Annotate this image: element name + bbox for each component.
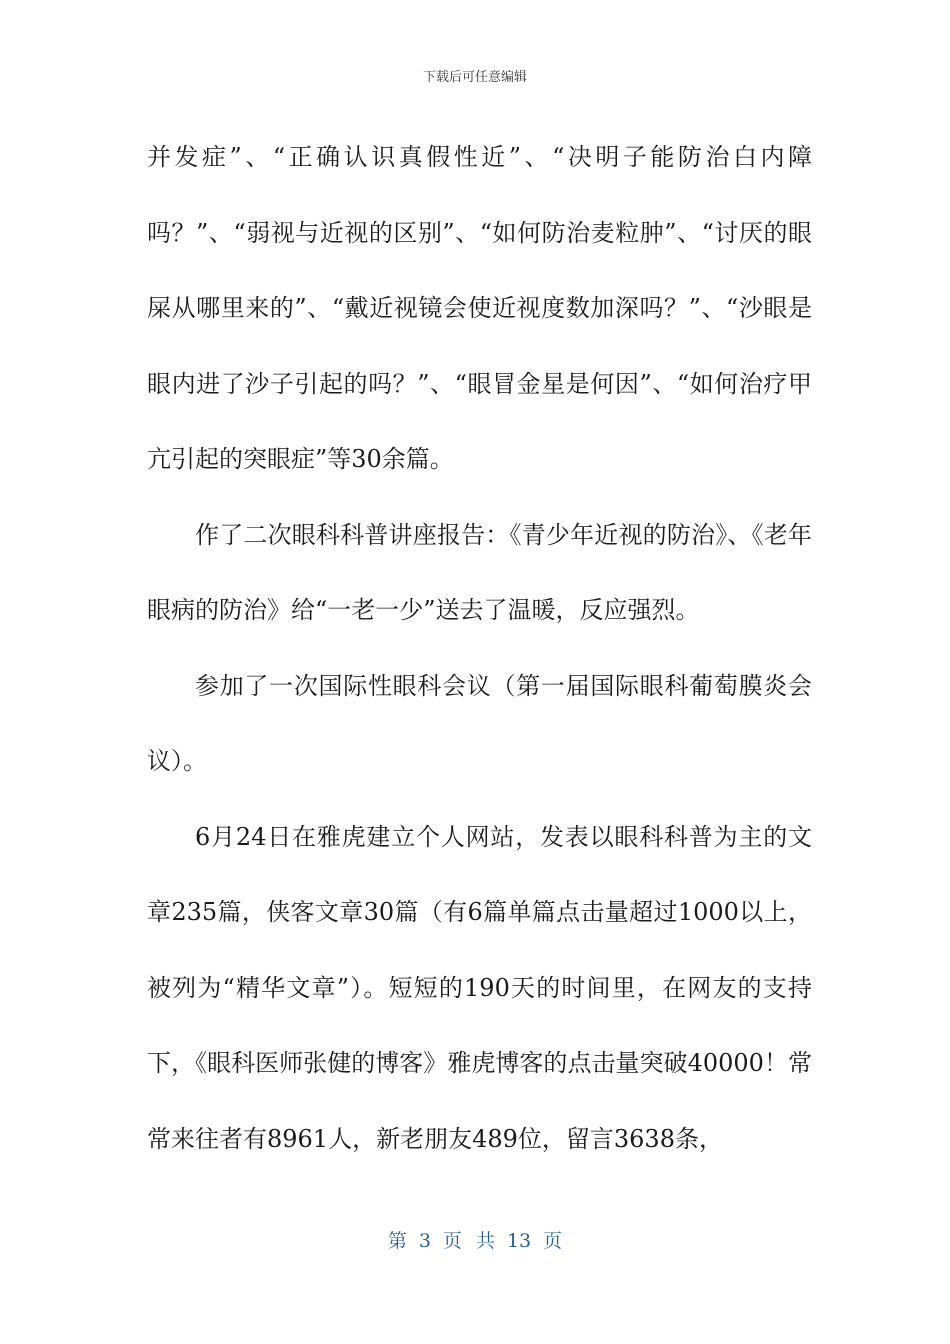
paragraph-1: 并发症”、“正确认识真假性近”、“决明子能防治白内障吗？”、“弱视与近视的区别”、“如何防治麦粒肿”、“讨厌的眼屎从哪里来的”、“戴近视镜会使近视度数加深吗？”、“沙眼是眼内进了沙子引起的吗？”、“眼冒金星是何因”、“如何治疗甲亢引起的突眼症”等30余篇。	[147, 143, 812, 473]
paragraph-4: 6月24日在雅虎建立个人网站，发表以眼科科普为主的文章235篇，侠客文章30篇（有6篇单篇点击量超过1000以上，被列为“精华文章”）。短短的190天的时间里，在网友的支持下，《眼科医师张健的博客》雅虎博客的点击量突破40000！常常来往者有8961人，新老朋友489位，留言3638条，	[147, 822, 812, 1153]
footer-suffix: 页	[543, 1230, 563, 1252]
footer-page-number: 3	[418, 1230, 431, 1252]
footer-total-pages: 13	[506, 1230, 532, 1252]
page-footer	[0, 1226, 950, 1253]
paragraph-2: 作了二次眼科科普讲座报告：《青少年近视的防治》、《老年眼病的防治》给“一老一少”送去了温暖，反应强烈。	[147, 520, 812, 624]
footer-prefix: 第	[387, 1230, 407, 1252]
page-header: 下载后可任意编辑	[422, 70, 527, 85]
paragraph-3: 参加了一次国际性眼科会议（第一届国际眼科葡萄膜炎会议）。	[147, 671, 812, 775]
document-body	[147, 120, 812, 1177]
footer-mid: 页 共	[442, 1230, 495, 1252]
